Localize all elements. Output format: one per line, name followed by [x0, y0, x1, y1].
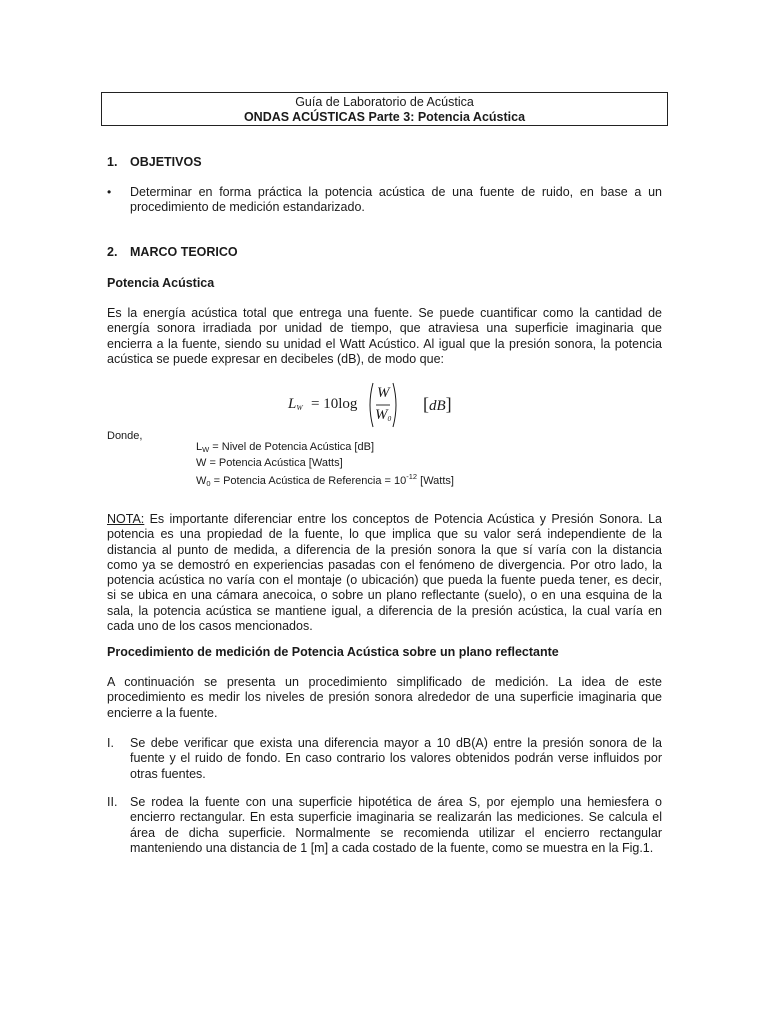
note-label: NOTA:	[107, 512, 145, 526]
section-1-title: OBJETIVOS	[130, 155, 202, 169]
formula-lhs: $L_W$	[288, 396, 303, 412]
definition-lw: $L_W$ = Nivel de Potencia Acústica [dB]	[196, 441, 375, 454]
paragraph-line: encierra a la fuente, siendo su unidad el Watt Acústico. Al igual que la presión sonora, la potencia	[107, 336, 662, 351]
bullet-icon: •	[107, 185, 112, 199]
step-line: Se rodea la fuente con una superficie hipotética de área S, por ejemplo una hemiesfera o	[130, 795, 662, 809]
step-line: área de dicha superficie. Normalmente se recomienda utilizar el encierro rectangular	[130, 825, 662, 840]
document-title: ONDAS ACÚSTICAS Parte 3: Potencia Acústica	[243, 110, 526, 124]
section-2-title: MARCO TEORICO	[130, 245, 238, 259]
step-1-numeral: I.	[107, 736, 114, 750]
step-line: otras fuentes.	[130, 766, 206, 781]
objective-text	[130, 185, 662, 216]
step-line: fuente y el ruido de fondo. En caso contrario los valores obtenidos podrán verse influidos por	[130, 751, 662, 766]
procedure-paragraph	[107, 675, 662, 721]
sound-power-formula	[288, 380, 468, 430]
step-line: encierro rectangular. En esta superficie imaginaria se realizarán las mediciones. Se calcula el	[130, 810, 662, 825]
step-2-numeral: II.	[107, 795, 118, 809]
formula-equals: = 10log	[311, 396, 358, 412]
section-2-number: 2.	[107, 245, 118, 259]
definitions-list	[196, 441, 454, 491]
paragraph-line: Es la energía acústica total que entrega una fuente. Se puede cuantificar como la cantidad de	[107, 306, 662, 320]
paragraph-line: energía sonora irradiada por unidad de tiempo, que atraviesa una superficie imaginaria que	[107, 321, 662, 336]
paragraph-line: como ya se demostró en experiencias pasadas con el fenómeno de divergencia. Por otro lado, la	[107, 557, 662, 572]
title-box	[101, 92, 668, 126]
formula-unit: [dB]	[423, 394, 452, 414]
definition-w0: $W_0$ = Potencia Acústica de Referencia = $10^{-12}$ [Watts]	[196, 472, 454, 488]
objective-line: Determinar en forma práctica la potencia acústica de una fuente de ruido, en base a un	[130, 185, 662, 199]
objective-line: procedimiento de medición estandarizado.	[130, 200, 365, 215]
definition-w: W = Potencia Acústica [Watts]	[196, 456, 343, 469]
formula-denominator: $W_0$	[375, 407, 392, 423]
step-2-text	[130, 795, 662, 856]
note-paragraph	[107, 512, 662, 634]
formula-numerator: W	[377, 385, 390, 401]
paragraph-line: A continuación se presenta un procedimiento simplificado de medición. La idea de este	[107, 675, 662, 689]
donde-label: Donde,	[107, 430, 143, 442]
subsection-title: Potencia Acústica	[107, 276, 215, 290]
step-line: Se debe verificar que exista una diferencia mayor a 10 dB(A) entre la presión sonora de la	[130, 736, 662, 750]
paragraph-line: acústica se puede expresar en decibeles (dB), de modo que:	[107, 351, 445, 366]
section-1-number: 1.	[107, 155, 118, 169]
intro-paragraph	[107, 306, 662, 367]
paragraph-line: sala, la potencia acústica se mantiene igual, a diferencia de la presión acústica, la cual varía en	[107, 603, 662, 618]
paragraph-line: potencia es una propiedad de la fuente, lo que implica que su valor será independiente de la	[107, 527, 662, 542]
paragraph-line: si se ubica en una cámara anecoica, o sobre un plano reflectante (suelo), o en una esquina de la	[107, 588, 662, 603]
procedure-title: Procedimiento de medición de Potencia Acústica sobre un plano reflectante	[107, 645, 559, 659]
paragraph-line: procedimiento es medir los niveles de presión sonora alrededor de una superficie imaginaria que	[107, 690, 662, 705]
step-1-text	[130, 736, 662, 782]
paragraph-line: cada uno de los casos mencionados.	[107, 619, 313, 634]
paragraph-line: distancia al punto de medida, a diferencia de la presión sonora la que sí varía con la distancia	[107, 542, 662, 557]
paragraph-line: NOTA: Es importante diferenciar entre los conceptos de Potencia Acústica y Presión Sonora. La	[107, 512, 662, 526]
paragraph-line: encierre a la fuente.	[107, 705, 218, 720]
step-line: manteniendo una distancia de 1 [m] a cada costado de la fuente, como se muestra en la Fig.1.	[130, 840, 654, 855]
guide-title: Guía de Laboratorio de Acústica	[295, 95, 474, 109]
paragraph-line: potencia acústica no varía con el montaje (o ubicación) que pueda la fuente pueda tener, es decir,	[107, 573, 662, 588]
